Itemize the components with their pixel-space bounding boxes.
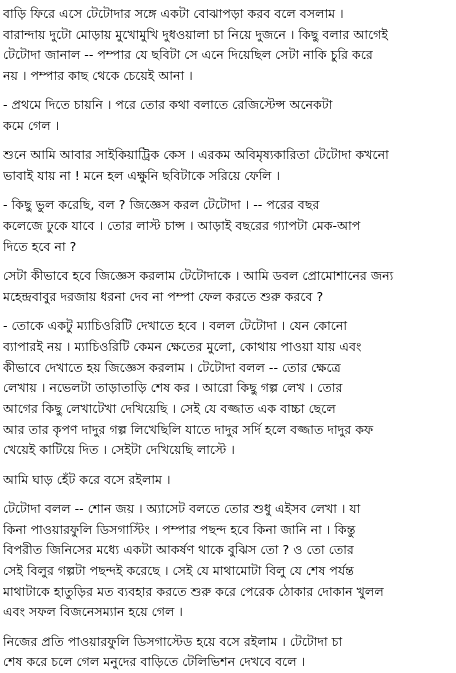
text-line: টেটোদা জানাল -- পম্পার যে ছবিটা সে এনে দিয়েছিল সেটা নাকি চুরি করে xyxy=(3,47,373,63)
text-line: দিতে হবে না ? xyxy=(3,238,77,254)
text-line: বাড়ি ফিরে এসে টেটোদার সঙ্গে একটা বোঝাপড়া করব বলে বসলাম । xyxy=(3,6,344,21)
paragraph-2 xyxy=(3,95,453,136)
text-line: নিজের প্রতি পাওয়ারফুলি ডিসগাস্টেড হয়ে বসে রইলাম । টেটোদা চা xyxy=(3,633,343,649)
text-line: শুনে আমি আবার সাইকিয়াট্রিক কেস । এরকম অবিমৃষ্যকারিতা টেটোদা কখনো xyxy=(3,147,389,163)
paragraph-6 xyxy=(3,316,453,461)
text-line: আগের কিছু লেখাটেখা দেখিয়েছি । সেই যে বজ্জাত এক বাচ্চা ছেলে xyxy=(3,400,336,416)
paragraph-4 xyxy=(3,195,453,257)
text-line: - প্রথমে দিতে চায়নি । পরে তোর কথা বলাতে রেজিস্টেন্স অনেকটা xyxy=(3,97,333,113)
paragraph-5 xyxy=(3,266,453,307)
text-line: শেষ করে চলে গেল মনুদের বাড়িতে টেলিভিশন দেখবে বলে । xyxy=(3,654,306,670)
text-line: সেটা কীভাবে হবে জিজ্ঞেস করলাম টেটোদাকে । আমি ডবল প্রোমোশানের জন্য xyxy=(3,268,394,284)
text-line: মাথাটাকে হাতুড়ির মত ব্যবহার করতে শুরু করে পেরেক ঠোকার দোকান খুলল xyxy=(3,583,384,599)
paragraph-8 xyxy=(3,499,453,623)
text-line: টেটোদা বলল -- শোন জয় । অ্যাসেট বলতে তোর শুধু এইসব লেখা । যা xyxy=(3,500,361,516)
text-line: এবং সফল বিজনেসম্যান হয়ে গেল । xyxy=(3,604,183,620)
text-line: সেই বিলুর গল্পটা পছন্দই করেছে । সেই যে মাথামোটা বিলু যে শেষ পর্যন্ত xyxy=(3,563,354,579)
text-line: বারান্দায় দুটো মোড়ায় মুখোমুখি দুধওয়ালা চা নিয়ে দুজনে । কিছু বলার আগেই xyxy=(3,26,388,42)
paragraph-9 xyxy=(3,632,453,673)
text-line: কীভাবে দেখাতে হয় জিজ্ঞেস করলাম । টেটোদা বলল -- তোর ক্ষেত্রে xyxy=(3,359,341,375)
text-line: আর তার কৃপণ দাদুর গল্প লিখেছিলি যাতে দাদুর সর্দি হলে বজ্জাত দাদুর কফ xyxy=(3,421,374,437)
text-line: খেয়েই কাটিয়ে দিত । সেইটা দেখিয়েছি লাস্টে । xyxy=(3,442,235,458)
paragraph-3 xyxy=(3,145,453,186)
text-line: - তোকে একটু ম্যাচিওরিটি দেখাতে হবে । বলল টেটোদা । যেন কোনো xyxy=(3,318,347,334)
paragraph-1 xyxy=(3,4,453,87)
text-line: লেখায় । নভেলটা তাড়াতাড়ি শেষ কর । আরো কিছু গল্প লেখ । তোর xyxy=(3,380,343,396)
text-line: কমে গেল । xyxy=(3,118,60,134)
text-line: কলেজে ঢুকে যাবে । তোর লাস্ট চান্স । আড়াই বছরের গ্যাপটা মেক-আপ xyxy=(3,218,361,234)
text-line: বিপরীত জিনিসের মধ্যে একটা আকর্ষণ থাকে বুঝিস তো ? ও তো তোর xyxy=(3,542,354,558)
text-line: মহেন্দ্রবাবুর দরজায় ধরনা দেব না পম্পা ফেল করতে শুরু করবে ? xyxy=(3,288,324,304)
text-line: আমি ঘাড় হেঁট করে বসে রইলাম । xyxy=(3,471,171,487)
text-line: ব্যাপারই নয় । ম্যাচিওরিটি কেমন ক্ষেতের মুলো, কোথায় পাওয়া যায় এবং xyxy=(3,338,362,354)
text-line: - কিছু ভুল করেছি, বল ? জিজ্ঞেস করল টেটোদা । -- পরের বছর xyxy=(3,197,320,213)
text-line: কিনা পাওয়ারফুলি ডিসগাস্টিং । পম্পার পছন্দ হবে কিনা জানি না । কিন্তু xyxy=(3,521,356,537)
paragraph-7 xyxy=(3,470,453,491)
text-line: ভাবাই যায় না ! মনে হল এক্ষুনি ছবিটাকে সরিয়ে ফেলি । xyxy=(3,168,281,184)
text-line: নয় । পম্পার কাছ থেকে চেয়েই আনা । xyxy=(3,68,193,84)
